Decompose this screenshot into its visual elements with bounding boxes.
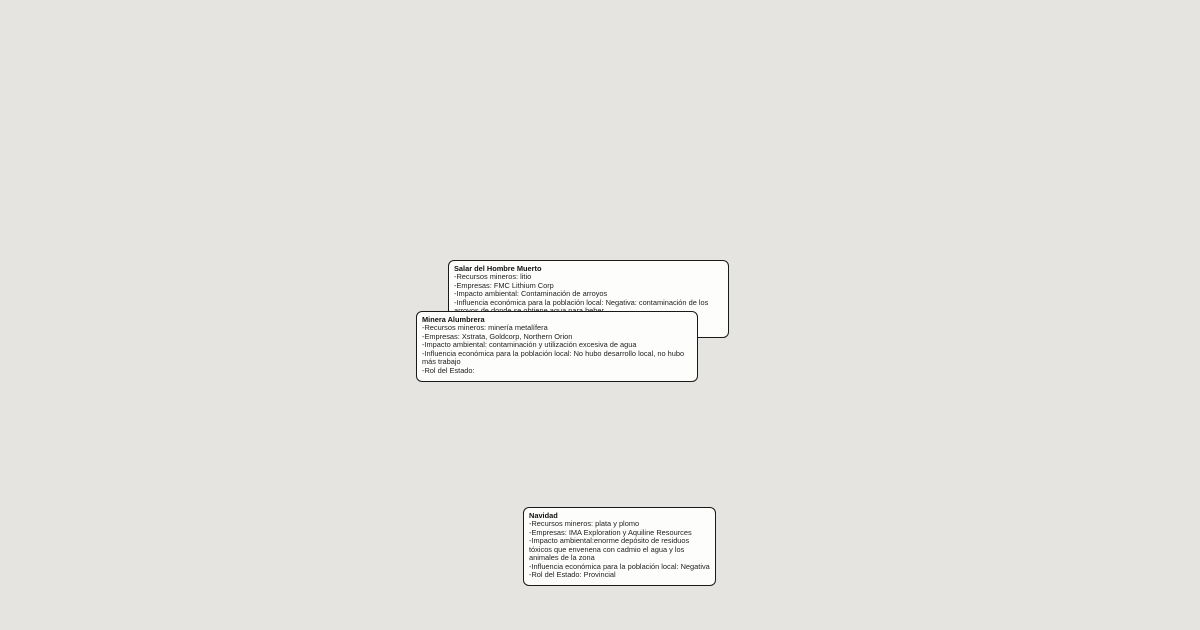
note-line: -Influencia económica para la población local: No hubo desarrollo local, no hubo más trabajo: [422, 348, 685, 367]
note-line: -Recursos mineros: minería metalífera: [422, 323, 548, 333]
note-line: -Impacto ambiental: contaminación y utilización excesiva de agua: [422, 340, 637, 350]
note-line: -Recursos mineros: litio: [454, 272, 532, 282]
note-line: -Impacto ambiental:enorme depósito de residuos tóxicos que envenena con cadmio el agua y los animales de la zona: [529, 536, 690, 563]
note-title: Minera Alumbrera: [422, 315, 485, 324]
note-line: -Recursos mineros: plata y plomo: [529, 519, 640, 529]
note-navidad[interactable]: [523, 507, 716, 586]
note-line: -Empresas: FMC Lithium Corp: [454, 280, 554, 290]
note-line: -Impacto ambiental: Contaminación de arroyos: [454, 289, 608, 299]
note-line: -Influencia económica para la población local: Negativa: contaminación de los: [454, 297, 709, 307]
note-title: Navidad: [529, 511, 558, 520]
note-line: -Rol del Estado:: [422, 365, 475, 375]
note-line: -Influencia económica para la población local: Negativa: [529, 561, 710, 571]
note-line: -Empresas: IMA Exploration y Aquiline Resources: [529, 527, 692, 537]
note-title: Salar del Hombre Muerto: [454, 264, 542, 273]
note-line: -Empresas: Xstrata, Goldcorp, Northern Orion: [422, 331, 573, 341]
note-minera-alumbrera[interactable]: [416, 311, 698, 382]
note-line: -Rol del Estado: Provincial: [529, 570, 616, 580]
